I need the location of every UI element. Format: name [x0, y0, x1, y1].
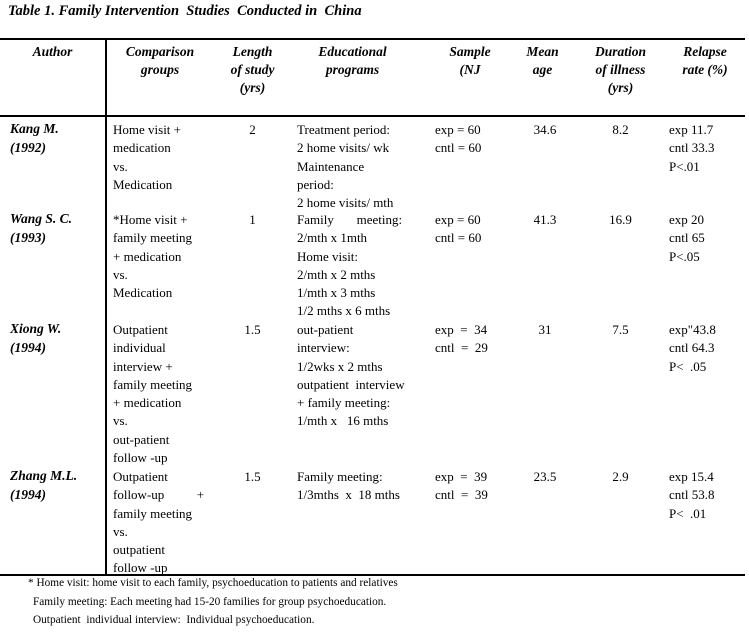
- table-footnotes: [28, 574, 398, 630]
- header-relapse-rate: Relapse rate (%): [682, 44, 728, 77]
- row-author: Xiong W. (1994): [10, 321, 62, 355]
- row-duration: 7.5: [612, 322, 629, 337]
- row-sample: exp = 39 cntl = 39: [435, 469, 488, 503]
- row-educational-programs: Treatment period: 2 home visits/ wk Maintenance period: 2 home visits/ mth: [297, 122, 394, 211]
- row-author: Kang M. (1992): [10, 121, 59, 155]
- row-relapse-rate: exp 15.4 cntl 53.8 P< .01: [669, 469, 715, 521]
- header-sample: Sample (NJ: [449, 44, 491, 77]
- row-relapse-rate: exp 11.7 cntl 33.3 P<.01: [669, 122, 715, 174]
- row-comparison-groups: Home visit + medication vs. Medication: [113, 122, 181, 192]
- footnote-outpatient-interview: Outpatient individual interview: Individual psychoeducation.: [33, 614, 315, 626]
- row-duration: 16.9: [609, 212, 632, 227]
- row-mean-age: 31: [538, 322, 552, 337]
- row-length: 1: [249, 212, 256, 227]
- header-divider: [0, 115, 745, 117]
- row-relapse-rate: exp"43.8 cntl 64.3 P< .05: [669, 322, 716, 374]
- row-author: Zhang M.L. (1994): [10, 468, 78, 502]
- row-duration: 8.2: [612, 122, 629, 137]
- header-duration-of-illness: Duration of illness (yrs): [594, 44, 647, 95]
- row-sample: exp = 60 cntl = 60: [435, 122, 482, 156]
- header-mean-age: Mean age: [526, 44, 559, 77]
- row-sample: exp = 34 cntl = 29: [435, 322, 488, 356]
- header-author: Author: [32, 44, 73, 59]
- row-comparison-groups: *Home visit + family meeting + medication vs. Medication: [113, 212, 193, 301]
- row-educational-programs: Family meeting: 2/mth x 1mth Home visit: 2/mth x 2 mths 1/mth x 3 mths 1/2 mths x 6 mths: [297, 212, 403, 319]
- row-mean-age: 41.3: [533, 212, 557, 227]
- row-length: 1.5: [244, 322, 261, 337]
- footnote-family-meeting: Family meeting: Each meeting had 15-20 families for group psychoeducation.: [33, 595, 387, 608]
- row-author: Wang S. C. (1993): [10, 211, 73, 245]
- intervention-table: [0, 38, 745, 576]
- author-column-divider: [105, 40, 107, 574]
- row-length: 1.5: [244, 469, 261, 484]
- row-relapse-rate: exp 20 cntl 65 P<.05: [669, 212, 705, 264]
- row-mean-age: 23.5: [533, 469, 557, 484]
- row-comparison-groups: Outpatient follow-up + family meeting vs. outpatient follow -up: [113, 469, 205, 576]
- header-length-of-study: Length of study (yrs): [230, 44, 275, 95]
- row-educational-programs: out-patient interview: 1/2wks x 2 mths outpatient interview + family meeting: 1/mth x 16 mths: [297, 322, 405, 429]
- row-length: 2: [249, 122, 256, 137]
- row-comparison-groups: Outpatient individual interview + family meeting + medication vs. out-patient follow -up: [113, 322, 193, 466]
- row-mean-age: 34.6: [533, 122, 557, 137]
- footnote-home-visit: * Home visit: home visit to each family, psychoeducation to patients and relatives: [28, 577, 398, 589]
- row-educational-programs: Family meeting: 1/3mths x 18 mths: [297, 469, 400, 503]
- table-title: Table 1. Family Intervention Studies Conducted in China: [8, 3, 362, 19]
- row-duration: 2.9: [612, 469, 629, 484]
- row-sample: exp = 60 cntl = 60: [435, 212, 482, 246]
- header-comparison-groups: Comparison groups: [125, 44, 195, 77]
- header-educational-programs: Educational programs: [318, 44, 387, 77]
